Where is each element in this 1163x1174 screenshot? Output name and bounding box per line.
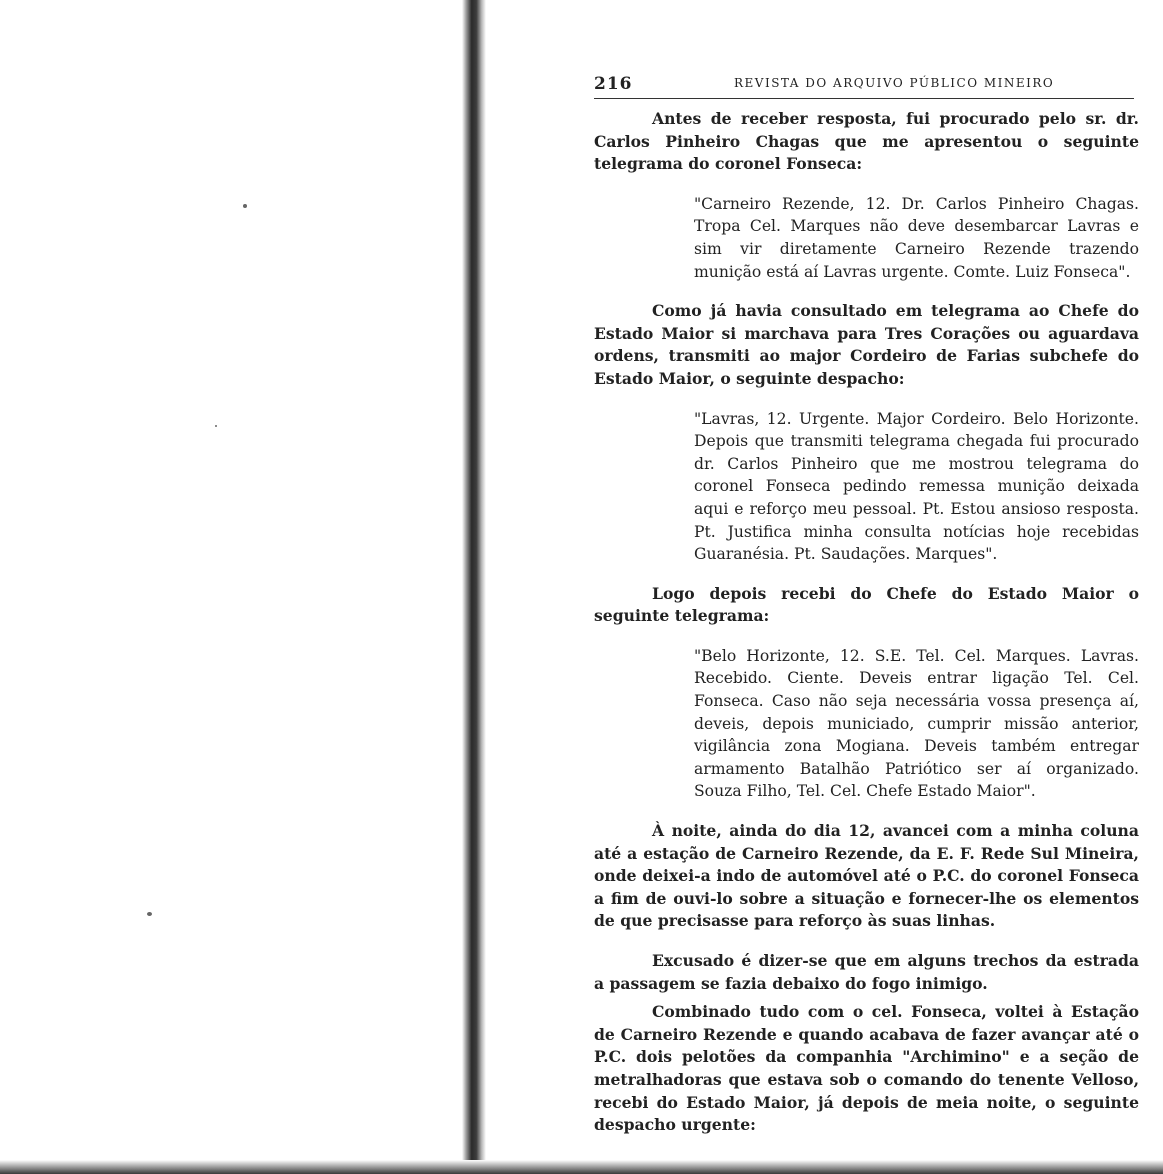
- paper-speck: [147, 912, 152, 916]
- paper-speck: [243, 204, 247, 208]
- telegram-quote: "Lavras, 12. Urgente. Major Cordeiro. Belo Horizonte. Depois que transmiti telegrama chegada fui procurado dr. Carlos Pinheiro que me mostrou telegrama do coronel Fonseca pedindo remessa munição deixada aqui e reforço meu pessoal. Pt. Estou ansioso resposta. Pt. Justifica minha consulta notícias hoje recebidas Guaranésia. Pt. Saudações. Marques".: [694, 409, 1139, 564]
- paragraph-text: Logo depois recebi do Chefe do Estado Maior o seguinte telegrama:: [594, 583, 1139, 626]
- body-paragraph: [594, 1001, 1139, 1137]
- book-gutter: [462, 0, 486, 1174]
- body-paragraph: [594, 300, 1139, 390]
- left-page: [0, 0, 470, 1174]
- telegram-quote: "Belo Horizonte, 12. S.E. Tel. Cel. Marques. Lavras. Recebido. Ciente. Deveis entrar ligação Tel. Cel. Fonseca. Caso não seja necessária vossa presença aí, deveis, depois municiado, cumprir missão anterior, vigilância zona Mogiana. Deveis também entregar armamento Batalhão Patriótico ser aí organizado. Souza Filho, Tel. Cel. Chefe Estado Maior".: [694, 646, 1139, 801]
- paragraph-text: Excusado é dizer-se que em alguns trechos da estrada a passagem se fazia debaixo do fogo inimigo.: [594, 951, 1139, 993]
- journal-title: REVISTA DO ARQUIVO PÚBLICO MINEIRO: [734, 76, 1055, 90]
- page-number: 216: [594, 74, 633, 94]
- paragraph-text: À noite, ainda do dia 12, avancei com a minha coluna até a estação de Carneiro Rezende, da E. F. Rede Sul Mineira, onde deixei-a indo de automóvel até o P.C. do coronel Fonseca a fim de ouvi-lo sobre a situação e fornecer-lhe os elementos de que precisasse para reforço às suas linhas.: [594, 821, 1139, 931]
- paragraph-text: Como já havia consultado em telegrama ao Chefe do Estado Maior si marchava para Tres Corações ou aguardava ordens, transmiti ao major Cordeiro de Farias subchefe do Estado Maior, o seguinte despacho:: [594, 301, 1139, 388]
- page-body: [594, 108, 1139, 1154]
- page-bottom-shadow: [0, 1160, 1163, 1174]
- paragraph-text: Antes de receber resposta, fui procurado pelo sr. dr. Carlos Pinheiro Chagas que me apresentou o seguinte telegrama do coronel Fonseca:: [594, 109, 1139, 174]
- body-paragraph: [594, 820, 1139, 933]
- body-paragraph: [594, 583, 1139, 628]
- body-paragraph: [594, 950, 1139, 995]
- body-paragraph: [594, 108, 1139, 176]
- running-head: [594, 74, 1134, 99]
- paper-speck: [215, 425, 217, 427]
- paragraph-text: Combinado tudo com o cel. Fonseca, voltei à Estação de Carneiro Rezende e quando acabava de fazer avançar até o P.C. dois pelotões da companhia "Archimino" e a seção de metralhadoras que estava sob o comando do tenente Velloso, recebi do Estado Maior, já depois de meia noite, o seguinte despacho urgente:: [594, 1002, 1139, 1135]
- telegram-quote: "Carneiro Rezende, 12. Dr. Carlos Pinheiro Chagas. Tropa Cel. Marques não deve desembarcar Lavras e sim vir diretamente Carneiro Rezende trazendo munição está aí Lavras urgente. Comte. Luiz Fonseca".: [694, 194, 1139, 281]
